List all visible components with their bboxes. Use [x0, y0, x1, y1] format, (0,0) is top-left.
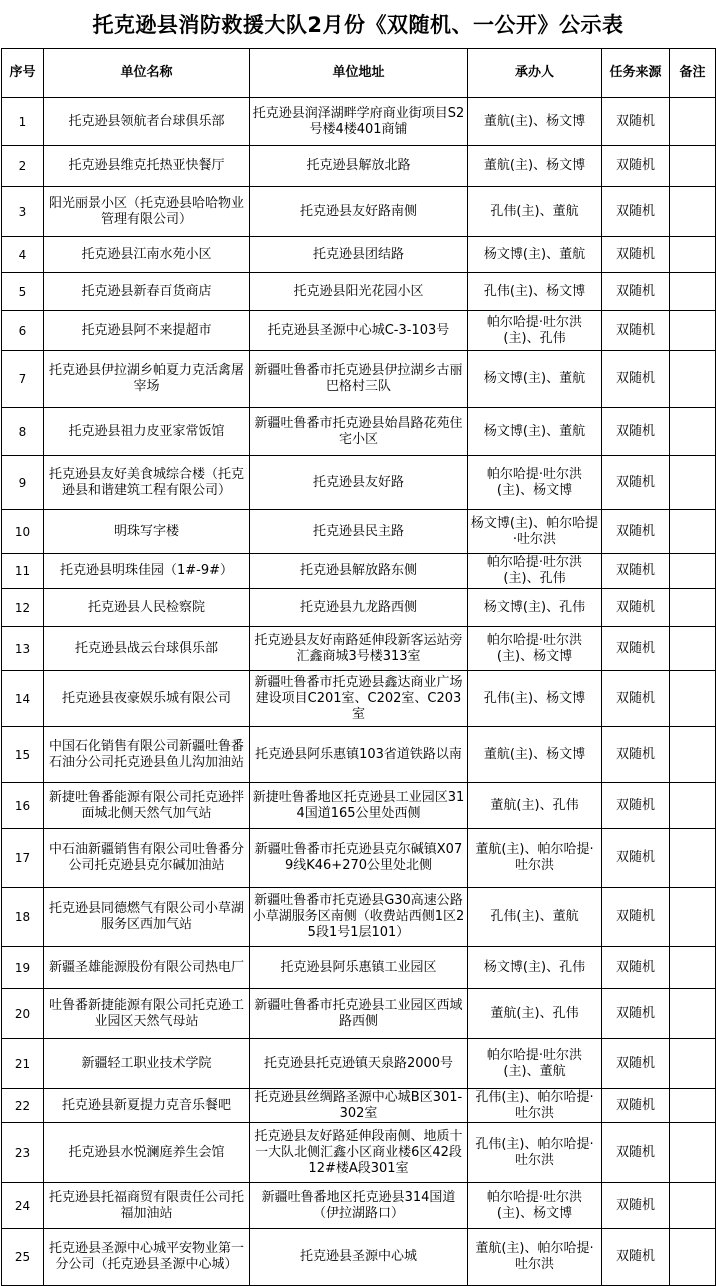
cell-unit-name: 托克逊县水悦澜庭养生会馆 — [44, 1123, 250, 1183]
cell-handler: 董航(主)、杨文博 — [468, 98, 602, 146]
table-row — [2, 98, 716, 146]
cell-unit-name: 托克逊县领航者台球俱乐部 — [44, 98, 250, 146]
cell-task-source: 双随机 — [602, 1229, 670, 1286]
table-row — [2, 554, 716, 589]
cell-unit-name: 阳光丽景小区（托克逊县哈哈物业管理有限公司） — [44, 187, 250, 237]
cell-task-source: 双随机 — [602, 554, 670, 589]
cell-unit-address: 新疆吐鲁番市托克逊县工业园区西域路西侧 — [250, 989, 468, 1039]
cell-task-source: 双随机 — [602, 947, 670, 989]
cell-unit-address: 托克逊县友好路 — [250, 456, 468, 510]
cell-no: 7 — [2, 351, 44, 408]
cell-task-source: 双随机 — [602, 237, 670, 273]
cell-handler: 孔伟(主)、杨文博 — [468, 671, 602, 727]
table-row — [2, 237, 716, 273]
cell-task-source: 双随机 — [602, 627, 670, 671]
cell-unit-address: 托克逊县阳光花园小区 — [250, 273, 468, 311]
col-header-name: 单位名称 — [44, 49, 250, 98]
cell-task-source: 双随机 — [602, 273, 670, 311]
cell-task-source: 双随机 — [602, 311, 670, 351]
cell-note — [670, 947, 716, 989]
cell-unit-address: 新疆吐鲁番市托克逊县始昌路花苑住宅小区 — [250, 408, 468, 456]
cell-unit-name: 托克逊县夜豪娱乐城有限公司 — [44, 671, 250, 727]
cell-task-source: 双随机 — [602, 1039, 670, 1089]
cell-no: 18 — [2, 888, 44, 947]
cell-no: 12 — [2, 589, 44, 627]
cell-handler: 董航(主)、孔伟 — [468, 989, 602, 1039]
cell-unit-address: 托克逊县团结路 — [250, 237, 468, 273]
cell-unit-address: 托克逊县解放北路 — [250, 146, 468, 187]
cell-task-source: 双随机 — [602, 888, 670, 947]
table-row — [2, 589, 716, 627]
cell-unit-address: 托克逊县民主路 — [250, 510, 468, 554]
cell-unit-address: 新疆吐鲁番市托克逊县G30高速公路小草湖服务区南侧（收费站西侧1区25段1号1层101） — [250, 888, 468, 947]
cell-note — [670, 829, 716, 888]
cell-no: 19 — [2, 947, 44, 989]
cell-no: 8 — [2, 408, 44, 456]
cell-no: 4 — [2, 237, 44, 273]
table-row — [2, 146, 716, 187]
cell-unit-address: 新疆吐鲁番市托克逊县克尔碱镇X079线K46+270公里处北侧 — [250, 829, 468, 888]
cell-unit-address: 托克逊县丝绸路圣源中心城B区301-302室 — [250, 1089, 468, 1123]
cell-unit-address: 新疆吐鲁番市托克逊县伊拉湖乡古丽巴格村三队 — [250, 351, 468, 408]
cell-note — [670, 888, 716, 947]
cell-handler: 孔伟(主)、董航 — [468, 888, 602, 947]
cell-handler: 帕尔哈提·吐尔洪(主)、董航 — [468, 1039, 602, 1089]
table-row — [2, 1183, 716, 1229]
cell-unit-address: 托克逊县圣源中心城C-3-103号 — [250, 311, 468, 351]
cell-handler: 帕尔哈提·吐尔洪(主)、孔伟 — [468, 554, 602, 589]
inspection-table — [1, 48, 716, 1286]
cell-no: 1 — [2, 98, 44, 146]
cell-no: 25 — [2, 1229, 44, 1286]
table-row — [2, 1123, 716, 1183]
cell-handler: 董航(主)、杨文博 — [468, 727, 602, 783]
table-row — [2, 989, 716, 1039]
cell-unit-address: 托克逊县圣源中心城 — [250, 1229, 468, 1286]
cell-task-source: 双随机 — [602, 456, 670, 510]
cell-no: 20 — [2, 989, 44, 1039]
cell-unit-name: 吐鲁番新捷能源有限公司托克逊工业园区天然气母站 — [44, 989, 250, 1039]
table-row — [2, 408, 716, 456]
cell-unit-name: 托克逊县同德燃气有限公司小草湖服务区西加气站 — [44, 888, 250, 947]
cell-unit-address: 托克逊县阿乐惠镇103省道铁路以南 — [250, 727, 468, 783]
cell-note — [670, 311, 716, 351]
col-header-note: 备注 — [670, 49, 716, 98]
cell-note — [670, 408, 716, 456]
table-row — [2, 829, 716, 888]
table-header-row — [2, 49, 716, 98]
cell-note — [670, 1089, 716, 1123]
cell-handler: 孔伟(主)、帕尔哈提·吐尔洪 — [468, 1089, 602, 1123]
cell-unit-name: 托克逊县新春百货商店 — [44, 273, 250, 311]
cell-note — [670, 989, 716, 1039]
cell-unit-address: 新捷吐鲁番地区托克逊县工业园区314国道165公里处西侧 — [250, 783, 468, 829]
cell-handler: 帕尔哈提·吐尔洪(主)、杨文博 — [468, 456, 602, 510]
cell-task-source: 双随机 — [602, 671, 670, 727]
cell-handler: 帕尔哈提·吐尔洪(主)、杨文博 — [468, 627, 602, 671]
cell-task-source: 双随机 — [602, 727, 670, 783]
cell-handler: 孔伟(主)、杨文博 — [468, 273, 602, 311]
table-row — [2, 1229, 716, 1286]
cell-no: 10 — [2, 510, 44, 554]
cell-unit-address: 托克逊县阿乐惠镇工业园区 — [250, 947, 468, 989]
cell-handler: 孔伟(主)、帕尔哈提·吐尔洪 — [468, 1123, 602, 1183]
cell-handler: 杨文博(主)、董航 — [468, 237, 602, 273]
table-row — [2, 1039, 716, 1089]
cell-no: 17 — [2, 829, 44, 888]
cell-note — [670, 1039, 716, 1089]
cell-no: 6 — [2, 311, 44, 351]
cell-task-source: 双随机 — [602, 98, 670, 146]
cell-unit-name: 托克逊县江南水苑小区 — [44, 237, 250, 273]
cell-unit-name: 新疆圣雄能源股份有限公司热电厂 — [44, 947, 250, 989]
cell-handler: 帕尔哈提·吐尔洪(主)、孔伟 — [468, 311, 602, 351]
col-header-address: 单位地址 — [250, 49, 468, 98]
cell-unit-name: 托克逊县人民检察院 — [44, 589, 250, 627]
cell-task-source: 双随机 — [602, 408, 670, 456]
cell-no: 14 — [2, 671, 44, 727]
cell-no: 11 — [2, 554, 44, 589]
cell-unit-address: 托克逊县九龙路西侧 — [250, 589, 468, 627]
cell-no: 16 — [2, 783, 44, 829]
cell-unit-name: 托克逊县明珠佳园（1#-9#） — [44, 554, 250, 589]
cell-handler: 董航(主)、杨文博 — [468, 146, 602, 187]
cell-note — [670, 671, 716, 727]
cell-handler: 杨文博(主)、董航 — [468, 351, 602, 408]
cell-note — [670, 510, 716, 554]
cell-no: 9 — [2, 456, 44, 510]
cell-unit-address: 托克逊县友好南路延伸段新客运站旁汇鑫商城3号楼313室 — [250, 627, 468, 671]
cell-handler: 董航(主)、孔伟 — [468, 783, 602, 829]
col-header-source: 任务来源 — [602, 49, 670, 98]
cell-no: 2 — [2, 146, 44, 187]
table-row — [2, 783, 716, 829]
table-row — [2, 456, 716, 510]
cell-no: 5 — [2, 273, 44, 311]
table-row — [2, 273, 716, 311]
cell-note — [670, 351, 716, 408]
cell-unit-name: 中国石化销售有限公司新疆吐鲁番石油分公司托克逊县鱼儿沟加油站 — [44, 727, 250, 783]
cell-task-source: 双随机 — [602, 1089, 670, 1123]
cell-unit-name: 托克逊县祖力皮亚家常饭馆 — [44, 408, 250, 456]
table-row — [2, 888, 716, 947]
cell-handler: 杨文博(主)、孔伟 — [468, 947, 602, 989]
cell-task-source: 双随机 — [602, 989, 670, 1039]
table-body — [2, 98, 716, 1286]
table-row — [2, 1089, 716, 1123]
cell-unit-name: 托克逊县圣源中心城平安物业第一分公司（托克逊县圣源中心城） — [44, 1229, 250, 1286]
cell-unit-name: 中石油新疆销售有限公司吐鲁番分公司托克逊县克尔碱加油站 — [44, 829, 250, 888]
col-header-handler: 承办人 — [468, 49, 602, 98]
cell-task-source: 双随机 — [602, 146, 670, 187]
cell-task-source: 双随机 — [602, 783, 670, 829]
cell-unit-name: 托克逊县托福商贸有限责任公司托福加油站 — [44, 1183, 250, 1229]
cell-handler: 杨文博(主)、孔伟 — [468, 589, 602, 627]
cell-unit-address: 托克逊县友好路延伸段南侧、地质十一大队北侧汇鑫小区商业楼6区42段12#楼A段301室 — [250, 1123, 468, 1183]
page-title: 托克逊县消防救援大队2月份《双随机、一公开》公示表 — [92, 13, 624, 37]
cell-note — [670, 146, 716, 187]
cell-unit-name: 新疆轻工职业技术学院 — [44, 1039, 250, 1089]
cell-note — [670, 554, 716, 589]
table-row — [2, 351, 716, 408]
cell-task-source: 双随机 — [602, 187, 670, 237]
cell-no: 3 — [2, 187, 44, 237]
table-row — [2, 671, 716, 727]
cell-handler: 董航(主)、帕尔哈提·吐尔洪 — [468, 1229, 602, 1286]
cell-unit-name: 托克逊县伊拉湖乡帕夏力克活禽屠宰场 — [44, 351, 250, 408]
table-row — [2, 727, 716, 783]
cell-handler: 杨文博(主)、帕尔哈提·吐尔洪 — [468, 510, 602, 554]
cell-note — [670, 237, 716, 273]
cell-task-source: 双随机 — [602, 1183, 670, 1229]
cell-note — [670, 627, 716, 671]
cell-unit-address: 托克逊县解放路东侧 — [250, 554, 468, 589]
cell-unit-address: 新疆吐鲁番地区托克逊县314国道（伊拉湖路口） — [250, 1183, 468, 1229]
cell-note — [670, 1123, 716, 1183]
table-row — [2, 627, 716, 671]
cell-note — [670, 727, 716, 783]
table-row — [2, 187, 716, 237]
cell-unit-address: 新疆吐鲁番市托克逊县鑫达商业广场建设项目C201室、C202室、C203室 — [250, 671, 468, 727]
cell-unit-name: 托克逊县战云台球俱乐部 — [44, 627, 250, 671]
cell-note — [670, 1183, 716, 1229]
cell-task-source: 双随机 — [602, 351, 670, 408]
cell-no: 15 — [2, 727, 44, 783]
cell-no: 22 — [2, 1089, 44, 1123]
cell-handler: 帕尔哈提·吐尔洪(主)、杨文博 — [468, 1183, 602, 1229]
cell-handler: 董航(主)、帕尔哈提·吐尔洪 — [468, 829, 602, 888]
cell-note — [670, 273, 716, 311]
cell-unit-address: 托克逊县友好路南侧 — [250, 187, 468, 237]
cell-task-source: 双随机 — [602, 589, 670, 627]
cell-note — [670, 187, 716, 237]
cell-handler: 杨文博(主)、董航 — [468, 408, 602, 456]
table-row — [2, 311, 716, 351]
cell-unit-name: 托克逊县友好美食城综合楼（托克逊县和谐建筑工程有限公司） — [44, 456, 250, 510]
table-row — [2, 947, 716, 989]
cell-unit-name: 托克逊县新夏提力克音乐餐吧 — [44, 1089, 250, 1123]
cell-unit-address: 托克逊县托克逊镇天泉路2000号 — [250, 1039, 468, 1089]
cell-unit-name: 托克逊县维克托热亚快餐厅 — [44, 146, 250, 187]
table-row — [2, 510, 716, 554]
cell-unit-name: 新捷吐鲁番能源有限公司托克逊拌面城北侧天然气加气站 — [44, 783, 250, 829]
cell-task-source: 双随机 — [602, 510, 670, 554]
cell-unit-name: 托克逊县阿不来提超市 — [44, 311, 250, 351]
cell-note — [670, 98, 716, 146]
cell-handler: 孔伟(主)、董航 — [468, 187, 602, 237]
cell-unit-name: 明珠写字楼 — [44, 510, 250, 554]
cell-no: 23 — [2, 1123, 44, 1183]
cell-no: 21 — [2, 1039, 44, 1089]
cell-note — [670, 456, 716, 510]
cell-task-source: 双随机 — [602, 1123, 670, 1183]
cell-task-source: 双随机 — [602, 829, 670, 888]
cell-note — [670, 1229, 716, 1286]
col-header-no: 序号 — [2, 49, 44, 98]
cell-no: 24 — [2, 1183, 44, 1229]
cell-note — [670, 783, 716, 829]
cell-unit-address: 托克逊县润泽湖畔学府商业街项目S2号楼4楼401商铺 — [250, 98, 468, 146]
cell-no: 13 — [2, 627, 44, 671]
cell-note — [670, 589, 716, 627]
